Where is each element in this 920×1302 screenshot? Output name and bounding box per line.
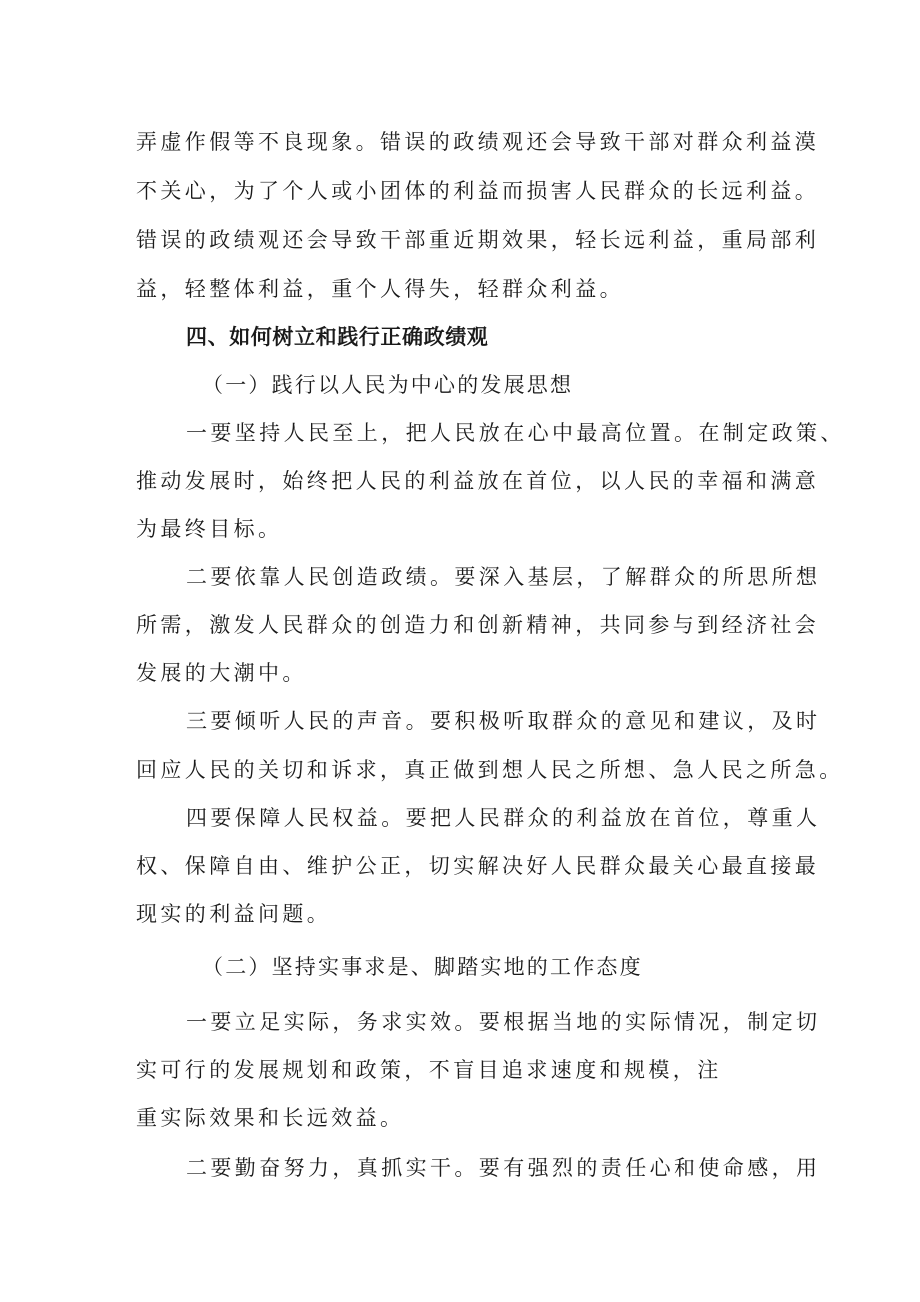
subsection-heading: （一）践行以人民为中心的发展思想	[202, 373, 574, 397]
body-text-line: 二要依靠人民创造政绩。要深入基层，了解群众的所思所想	[186, 565, 821, 589]
body-text-line: 实可行的发展规划和政策，不盲目追求速度和规模，注	[136, 1058, 722, 1082]
body-text-line: 益，轻整体利益，重个人得失，轻群众利益。	[136, 277, 624, 301]
body-text-line: 推动发展时，始终把人民的利益放在首位，以人民的幸福和满意	[136, 469, 820, 493]
body-text-line: 二要勤奋努力，真抓实干。要有强烈的责任心和使命感，用	[186, 1156, 821, 1180]
body-text-line: 回应人民的关切和诉求，真正做到想人民之所想、急人民之所急。	[136, 758, 844, 782]
body-text-line: 一要坚持人民至上，把人民放在心中最高位置。在制定政策、	[186, 421, 845, 445]
body-text-line: 错误的政绩观还会导致干部重近期效果，轻长远利益，重局部利	[136, 228, 820, 252]
subsection-heading: （二）坚持实事求是、脚踏实地的工作态度	[202, 955, 643, 979]
body-text-line: 权、保障自由、维护公正，切实解决好人民群众最关心最直接最	[136, 854, 820, 878]
body-text-line: 不关心，为了个人或小团体的利益而损害人民群众的长远利益。	[136, 179, 820, 203]
body-text-line: 一要立足实际，务求实效。要根据当地的实际情况，制定切	[186, 1010, 821, 1034]
body-text-line: 重实际效果和长远效益。	[136, 1106, 405, 1130]
body-text-line: 三要倾听人民的声音。要积极听取群众的意见和建议，及时	[186, 709, 821, 733]
body-text-line: 为最终目标。	[136, 517, 283, 541]
body-text-line: 四要保障人民权益。要把人民群众的利益放在首位，尊重人	[186, 806, 821, 830]
body-text-line: 弄虚作假等不良现象。错误的政绩观还会导致干部对群众利益漠	[136, 130, 820, 154]
body-text-line: 发展的大潮中。	[136, 661, 307, 685]
body-text-line: 所需，激发人民群众的创造力和创新精神，共同参与到经济社会	[136, 613, 820, 637]
body-text-line: 现实的利益问题。	[136, 902, 332, 926]
section-heading: 四、如何树立和践行正确政绩观	[186, 325, 489, 349]
